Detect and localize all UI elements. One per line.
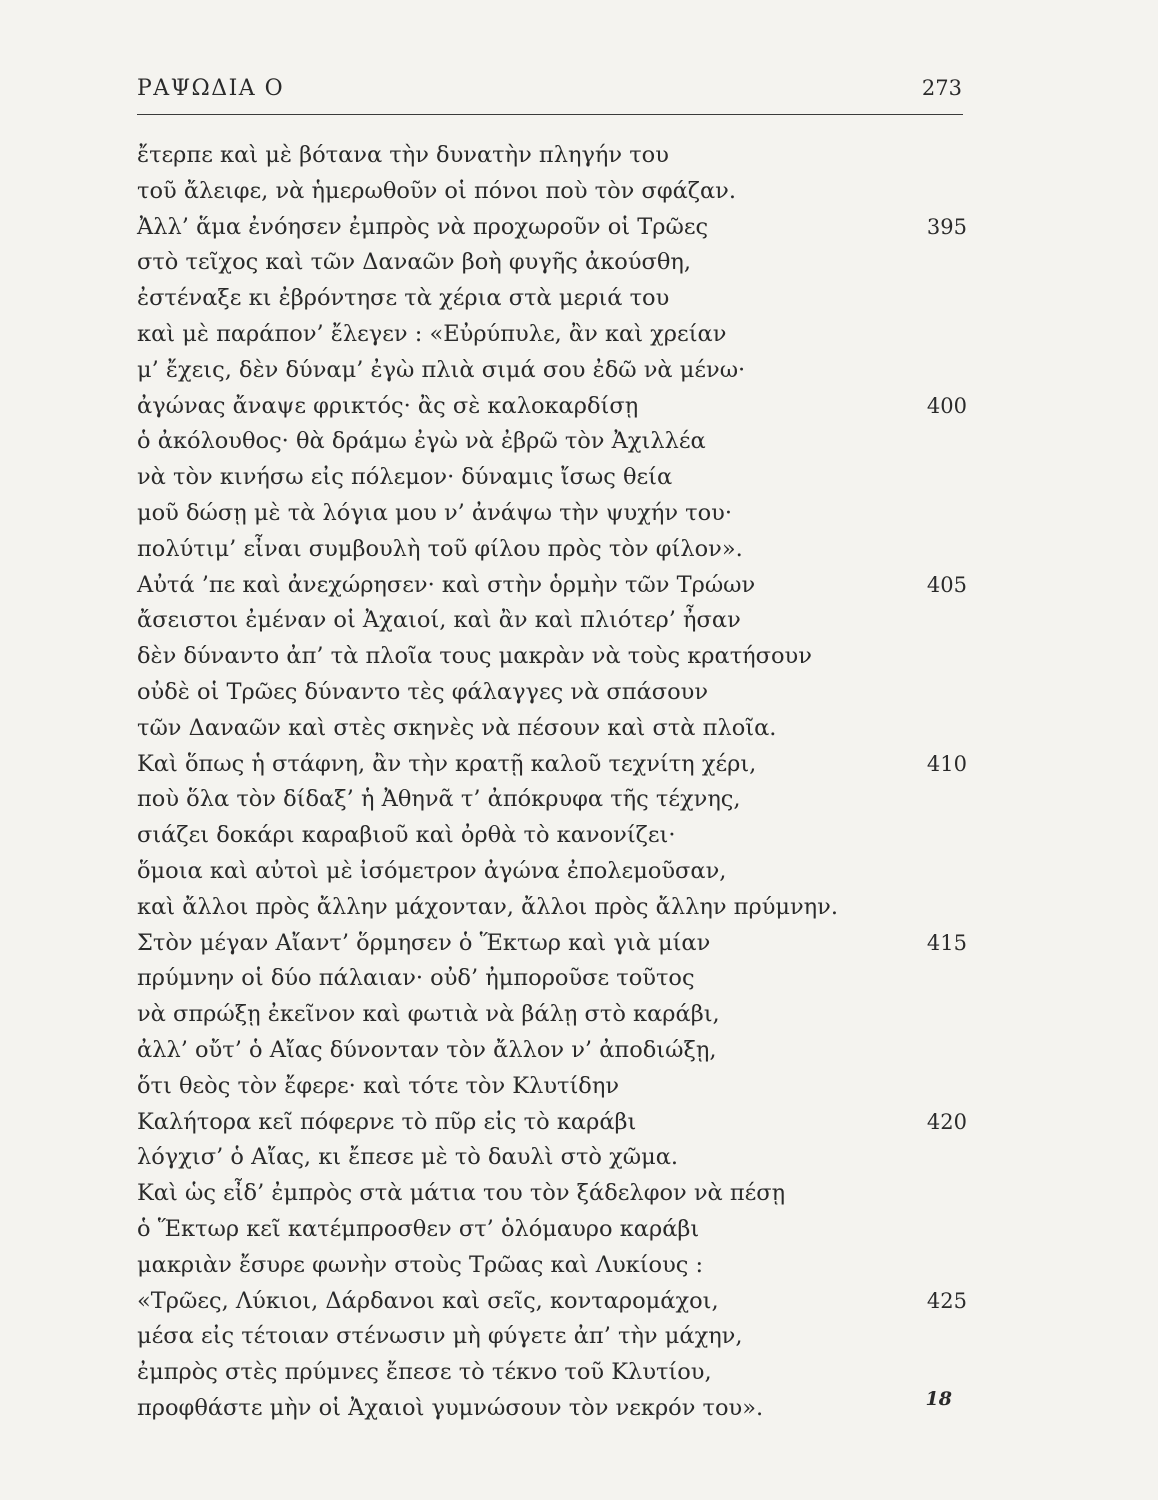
verse-line [137, 1069, 967, 1105]
verse-line [137, 747, 967, 783]
verse-text: προφθάστε μὴν οἱ Ἀχαιοὶ γυμνώσουν τὸν νεκρόν του». [137, 1394, 764, 1421]
running-head-title: ΡΑΨΩΔΙΑ Ο [137, 76, 285, 101]
verse-line [137, 245, 967, 281]
verse-line [137, 997, 967, 1033]
verse-text: στὸ τεῖχος καὶ τῶν Δαναῶν βοὴ φυγῆς ἀκούσθη, [137, 249, 692, 276]
verse-line [137, 1176, 967, 1212]
verse-line [137, 210, 967, 246]
verse-line [137, 782, 967, 818]
header-rule [137, 114, 963, 115]
verse-line [137, 1355, 967, 1391]
verse-line [137, 1105, 967, 1141]
verse-line [137, 496, 967, 532]
verse-text: μέσα εἰς τέτοιαν στένωσιν μὴ φύγετε ἀπ’ τὴν μάχην, [137, 1323, 743, 1350]
verse-text: νὰ τὸν κινήσω εἰς πόλεμον· δύναμις ἴσως θεία [137, 464, 673, 491]
verse-text: μακριὰν ἔσυρε φωνὴν στοὺς Τρῶας καὶ Λυκίους : [137, 1251, 704, 1278]
verse-line [137, 675, 967, 711]
verse-text: ὅμοια καὶ αὐτοὶ μὲ ἰσόμετρον ἀγώνα ἐπολεμοῦσαν, [137, 857, 727, 884]
verse-line [137, 389, 967, 425]
verse-text: ἔτερπε καὶ μὲ βότανα τὴν δυνατὴν πληγήν του [137, 142, 669, 168]
verse-text: ἄσειστοι ἐμέναν οἱ Ἀχαιοί, καὶ ἂν καὶ πλιότερ’ ἦσαν [137, 607, 741, 634]
verse-text: μ’ ἔχεις, δὲν δύναμ’ ἐγὼ πλιὰ σιμά σου ἐδῶ νὰ μένω· [137, 356, 746, 383]
verse-text: Αὐτά ’πε καὶ ἀνεχώρησεν· καὶ στὴν ὁρμὴν τῶν Τρώων [137, 571, 756, 598]
verse-text: Καὶ ὅπως ἡ στάφνη, ἂν τὴν κρατῇ καλοῦ τεχνίτη χέρι, [137, 750, 757, 777]
verse-text: καὶ ἄλλοι πρὸς ἄλλην μάχονταν, ἄλλοι πρὸς ἄλλην πρύμνην. [137, 893, 838, 920]
verse-number: 410 [926, 751, 967, 776]
verse-line [137, 1033, 967, 1069]
verse-text: καὶ μὲ παράπον’ ἔλεγεν : «Εὐρύπυλε, ἂν καὶ χρείαν [137, 320, 727, 347]
verse-number: 405 [926, 572, 967, 597]
verse-line [137, 1248, 967, 1284]
verse-number: 420 [926, 1109, 967, 1134]
verse-text: δὲν δύναντο ἀπ’ τὰ πλοῖα τους μακρὰν νὰ τοὺς κρατήσουν [137, 643, 812, 670]
verse-line [137, 711, 967, 747]
verse-text: ποὺ ὅλα τὸν δίδαξ’ ἡ Ἀθηνᾶ τ’ ἀπόκρυφα τῆς τέχνης, [137, 786, 741, 813]
verse-block [137, 138, 967, 1427]
verse-line [137, 1391, 967, 1427]
verse-line [137, 174, 967, 210]
verse-line [137, 961, 967, 997]
verse-line [137, 1140, 967, 1176]
verse-line [137, 460, 967, 496]
verse-line [137, 281, 967, 317]
verse-line [137, 818, 967, 854]
verse-text: σιάζει δοκάρι καραβιοῦ καὶ ὀρθὰ τὸ κανονίζει· [137, 822, 676, 849]
verse-text: «Τρῶες, Λύκιοι, Δάρδανοι καὶ σεῖς, κονταρομάχοι, [137, 1287, 719, 1314]
verse-line [137, 568, 967, 604]
verse-line [137, 317, 967, 353]
verse-number: 415 [926, 930, 967, 955]
verse-line [137, 926, 967, 962]
verse-text: πρύμνην οἱ δύο πάλαιαν· οὐδ’ ἠμποροῦσε τοῦτος [137, 965, 695, 992]
verse-text: μοῦ δώσῃ μὲ τὰ λόγια μου ν’ ἀνάψω τὴν ψυχήν του· [137, 499, 732, 526]
verse-text: ἐμπρὸς στὲς πρύμνες ἔπεσε τὸ τέκνο τοῦ Κλυτίου, [137, 1359, 712, 1386]
verse-text: ὁ Ἕκτωρ κεῖ κατέμπροσθεν στ’ ὁλόμαυρο καράβι [137, 1215, 700, 1242]
verse-line [137, 639, 967, 675]
verse-text: νὰ σπρώξῃ ἐκεῖνον καὶ φωτιὰ νὰ βάλῃ στὸ καράβι, [137, 1001, 720, 1028]
verse-line [137, 890, 967, 926]
verse-line [137, 1212, 967, 1248]
verse-line [137, 1284, 967, 1320]
verse-text: ὁ ἀκόλουθος· θὰ δράμω ἐγὼ νὰ ἐβρῶ τὸν Ἀχιλλέα [137, 428, 706, 455]
verse-number: 425 [926, 1288, 967, 1313]
verse-line [137, 1319, 967, 1355]
verse-line [137, 424, 967, 460]
verse-text: ὅτι θεὸς τὸν ἔφερε· καὶ τότε τὸν Κλυτίδην [137, 1072, 619, 1099]
verse-number: 400 [926, 393, 967, 418]
verse-text: ἐστέναξε κι ἐβρόντησε τὰ χέρια στὰ μεριά του [137, 285, 670, 312]
verse-line [137, 854, 967, 890]
verse-text: οὐδὲ οἱ Τρῶες δύναντο τὲς φάλαγγες νὰ σπάσουν [137, 678, 709, 705]
verse-line [137, 603, 967, 639]
verse-text: πολύτιμ’ εἶναι συμβουλὴ τοῦ φίλου πρὸς τὸν φίλον». [137, 535, 743, 562]
verse-text: τοῦ ἄλειφε, νὰ ἡμερωθοῦν οἱ πόνοι ποὺ τὸν σφάζαν. [137, 177, 736, 204]
verse-line [137, 353, 967, 389]
verse-text: ἀγώνας ἄναψε φρικτός· ἂς σὲ καλοκαρδίσῃ [137, 392, 639, 419]
verse-text: λόγχισ’ ὁ Αἴας, κι ἔπεσε μὲ τὸ δαυλὶ στὸ χῶμα. [137, 1144, 679, 1171]
verse-text: Καλήτορα κεῖ πόφερνε τὸ πῦρ εἰς τὸ καράβι [137, 1108, 637, 1135]
verse-text: ἀλλ’ οὔτ’ ὁ Αἴας δύνονταν τὸν ἄλλον ν’ ἀποδιώξῃ, [137, 1036, 717, 1063]
verse-text: Ἀλλ’ ἅμα ἐνόησεν ἐμπρὸς νὰ προχωροῦν οἱ Τρῶες [137, 213, 709, 240]
verse-text: Στὸν μέγαν Αἴαντ’ ὅρμησεν ὁ Ἕκτωρ καὶ γιὰ μίαν [137, 929, 711, 956]
verse-text: τῶν Δαναῶν καὶ στὲς σκηνὲς νὰ πέσουν καὶ στὰ πλοῖα. [137, 714, 777, 741]
printer-signature-mark: 18 [925, 1388, 952, 1410]
page-number: 273 [921, 76, 962, 100]
verse-line [137, 532, 967, 568]
verse-line [137, 138, 967, 174]
verse-text: Καὶ ὡς εἶδ’ ἐμπρὸς στὰ μάτια του τὸν ξάδελφον νὰ πέσῃ [137, 1180, 786, 1207]
verse-number: 395 [926, 214, 967, 239]
